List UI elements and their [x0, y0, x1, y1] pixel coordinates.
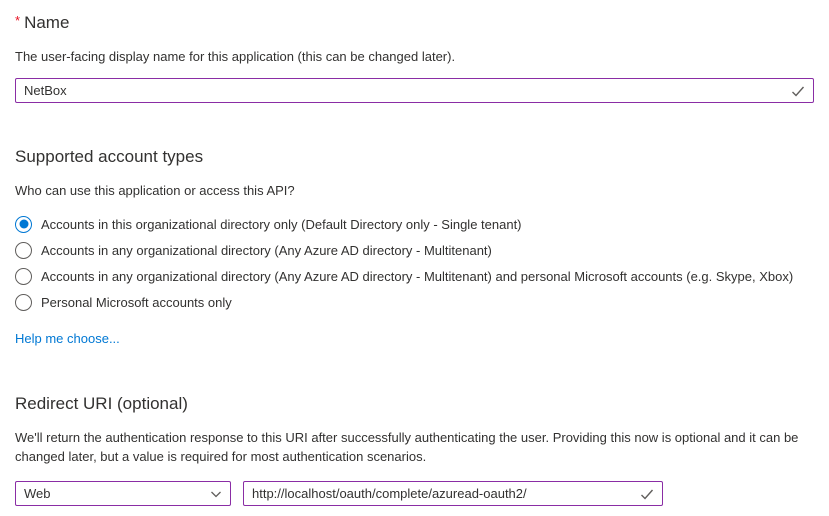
- radio-option-label: Personal Microsoft accounts only: [41, 294, 232, 310]
- radio-option-label: Accounts in any organizational directory (Any Azure AD directory - Multitenant): [41, 242, 492, 258]
- account-types-title: Supported account types: [15, 147, 204, 166]
- account-types-question: Who can use this application or access this API?: [15, 183, 295, 198]
- account-type-radio-group: [15, 211, 814, 315]
- radio-button-icon[interactable]: [15, 242, 32, 259]
- radio-option-multitenant[interactable]: [15, 237, 814, 263]
- redirect-uri-input[interactable]: [243, 481, 663, 506]
- radio-option-personal-only[interactable]: [15, 289, 814, 315]
- platform-select[interactable]: [15, 481, 231, 506]
- name-field-wrapper: [15, 78, 814, 103]
- name-section-title-text: Name: [24, 13, 70, 32]
- uri-field-wrapper: [243, 481, 663, 506]
- radio-button-icon[interactable]: [15, 294, 32, 311]
- radio-button-icon[interactable]: [15, 216, 32, 233]
- help-me-choose-link[interactable]: Help me choose...: [15, 331, 120, 346]
- name-section-title: [15, 10, 814, 34]
- name-description: The user-facing display name for this application (this can be changed later).: [15, 49, 456, 64]
- supported-account-types-section: [15, 146, 814, 346]
- redirect-uri-description: We'll return the authentication response to this URI after successfully authenticating the user. Providing this now is optional and it can be changed later, but a value is required for most authentication scenarios.: [15, 430, 799, 464]
- required-asterisk: *: [15, 13, 21, 28]
- radio-option-multitenant-personal[interactable]: [15, 263, 814, 289]
- radio-button-icon[interactable]: [15, 268, 32, 285]
- platform-select-value: Web: [24, 486, 51, 501]
- name-section: [15, 10, 814, 103]
- radio-option-label: Accounts in any organizational directory (Any Azure AD directory - Multitenant) and personal Microsoft accounts (e.g. Skype, Xbox): [41, 268, 794, 284]
- redirect-uri-title: Redirect URI (optional): [15, 394, 188, 413]
- redirect-uri-section: [15, 393, 814, 506]
- chevron-down-icon: [210, 488, 222, 500]
- radio-option-label: Accounts in this organizational directory only (Default Directory only - Single tenant): [41, 216, 522, 232]
- radio-option-single-tenant[interactable]: [15, 211, 814, 237]
- name-input[interactable]: [15, 78, 814, 103]
- redirect-uri-controls: [15, 481, 814, 506]
